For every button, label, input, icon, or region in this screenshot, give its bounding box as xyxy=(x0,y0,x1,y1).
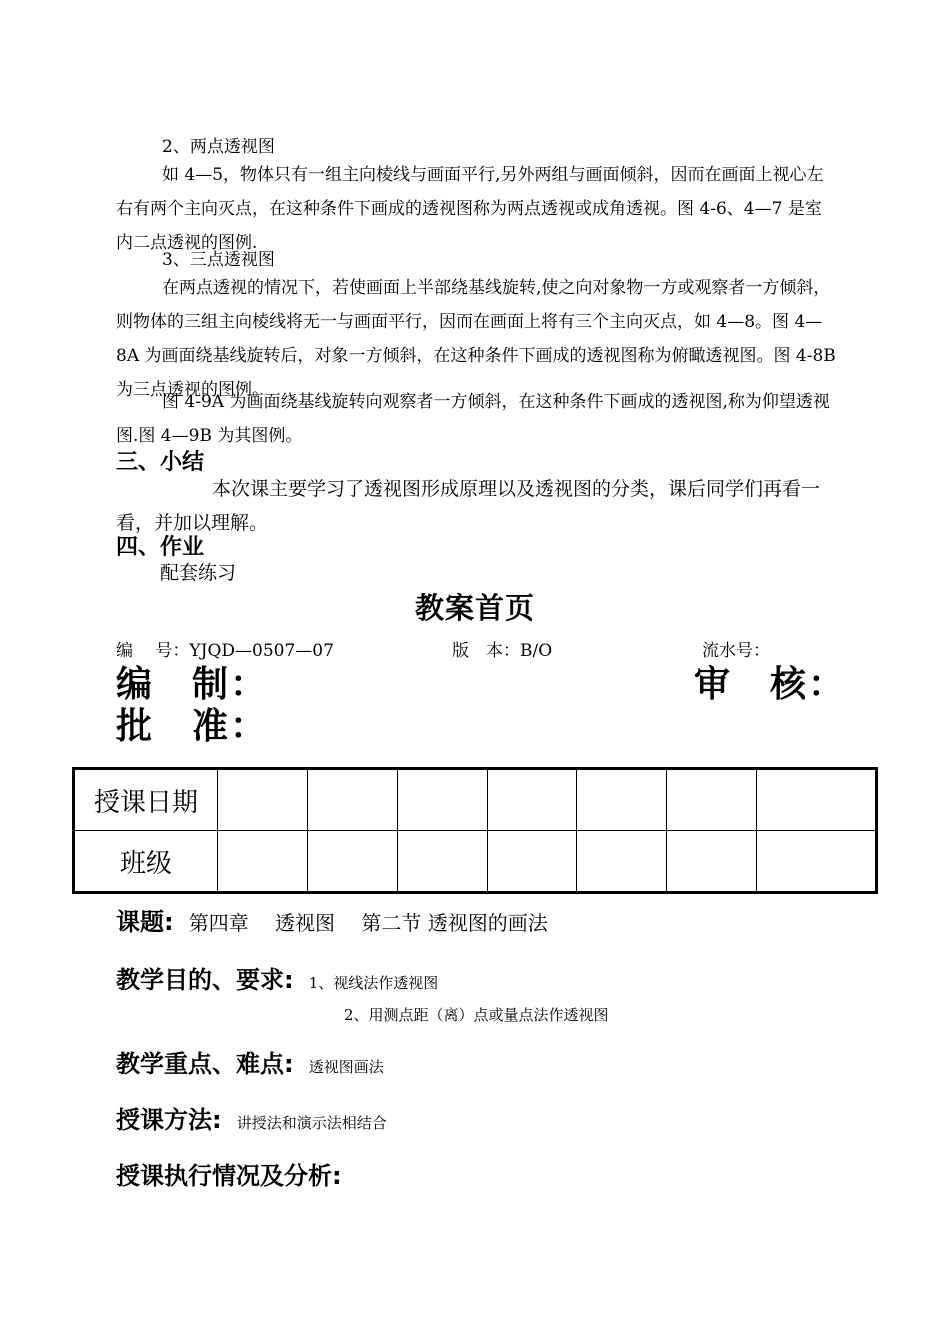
table-cell xyxy=(757,831,877,893)
goal-item-1: 1、视线法作透视图 xyxy=(308,974,439,992)
table-row xyxy=(74,831,877,893)
goal-field xyxy=(116,960,438,995)
summary-text: 本次课主要学习了透视图形成原理以及透视图的分类，课后同学们再看一看，并加以理解。 xyxy=(116,478,821,534)
table-cell xyxy=(487,769,577,831)
doc-version: 版 本：B/O xyxy=(452,641,553,661)
goal-label: 教学目的、要求: xyxy=(116,966,294,994)
table-cell xyxy=(667,769,757,831)
table-cell xyxy=(397,769,487,831)
heading-two-point: 2、两点透视图 xyxy=(162,137,275,157)
method-field xyxy=(116,1100,387,1135)
cover-title: 教案首页 xyxy=(414,591,535,625)
homework-text: 配套练习 xyxy=(160,562,237,584)
heading-summary: 三、小结 xyxy=(116,450,205,475)
table-cell xyxy=(307,831,397,893)
goal-item-2: 2、用测点距（离）点或量点法作透视图 xyxy=(344,1006,609,1024)
doc-serial: 流水号： xyxy=(702,641,770,661)
topic-value: 第四章 透视图 第二节 透视图的画法 xyxy=(188,911,548,935)
topic-label: 课题: xyxy=(116,908,174,936)
paragraph-three-point-2: 图 4-9A 为画面绕基线旋转向观察者一方倾斜，在这种条件下画成的透视图,称为仰望透视图.图 4—9B 为其图例。 xyxy=(116,392,830,446)
teaching-date-label: 授课日期 xyxy=(74,769,218,831)
key-points-field xyxy=(116,1044,384,1079)
method-value: 讲授法和演示法相结合 xyxy=(236,1114,387,1132)
table-cell xyxy=(757,769,877,831)
table-cell xyxy=(397,831,487,893)
table-row xyxy=(74,769,877,831)
analysis-label: 授课执行情况及分析: xyxy=(116,1162,342,1190)
key-points-label: 教学重点、难点: xyxy=(116,1050,294,1078)
table-cell xyxy=(667,831,757,893)
analysis-field xyxy=(116,1156,342,1191)
table-cell xyxy=(218,831,308,893)
topic-field xyxy=(116,902,548,937)
key-points-value: 透视图画法 xyxy=(308,1058,384,1076)
table-cell xyxy=(307,769,397,831)
table-cell xyxy=(577,831,667,893)
table-cell xyxy=(577,769,667,831)
class-label: 班级 xyxy=(74,831,218,893)
paragraph-three-point-1: 在两点透视的情况下，若使画面上半部绕基线旋转,使之向对象物一方或观察者一方倾斜，则物体的三组主向棱线将无一与画面平行，因而在画面上将有三个主向灭点，如 4—8。图 4—8A 为画面绕基线旋转后，对象一方倾斜，在这种条件下画成的透视图称为俯瞰透视图。图 4-8B 为三点透视的图例。 xyxy=(116,278,836,400)
paragraph-two-point: 如 4—5，物体只有一组主向棱线与画面平行,另外两组与画面倾斜，因而在画面上视心左右有两个主向灭点，在这种条件下画成的透视图称为两点透视或成角透视。图 4-6、4—7 是室内二点透视的图例. xyxy=(116,165,824,253)
compiled-by-label: 编 制： xyxy=(116,664,269,705)
heading-homework: 四、作业 xyxy=(116,535,205,560)
schedule-table xyxy=(72,767,878,894)
reviewed-by-label: 审 核： xyxy=(694,664,847,705)
approved-by-label: 批 准： xyxy=(116,706,269,747)
doc-number: 编 号：YJQD—0507—07 xyxy=(116,641,334,661)
method-label: 授课方法: xyxy=(116,1106,222,1134)
table-cell xyxy=(487,831,577,893)
table-cell xyxy=(218,769,308,831)
heading-three-point: 3、三点透视图 xyxy=(162,250,275,270)
